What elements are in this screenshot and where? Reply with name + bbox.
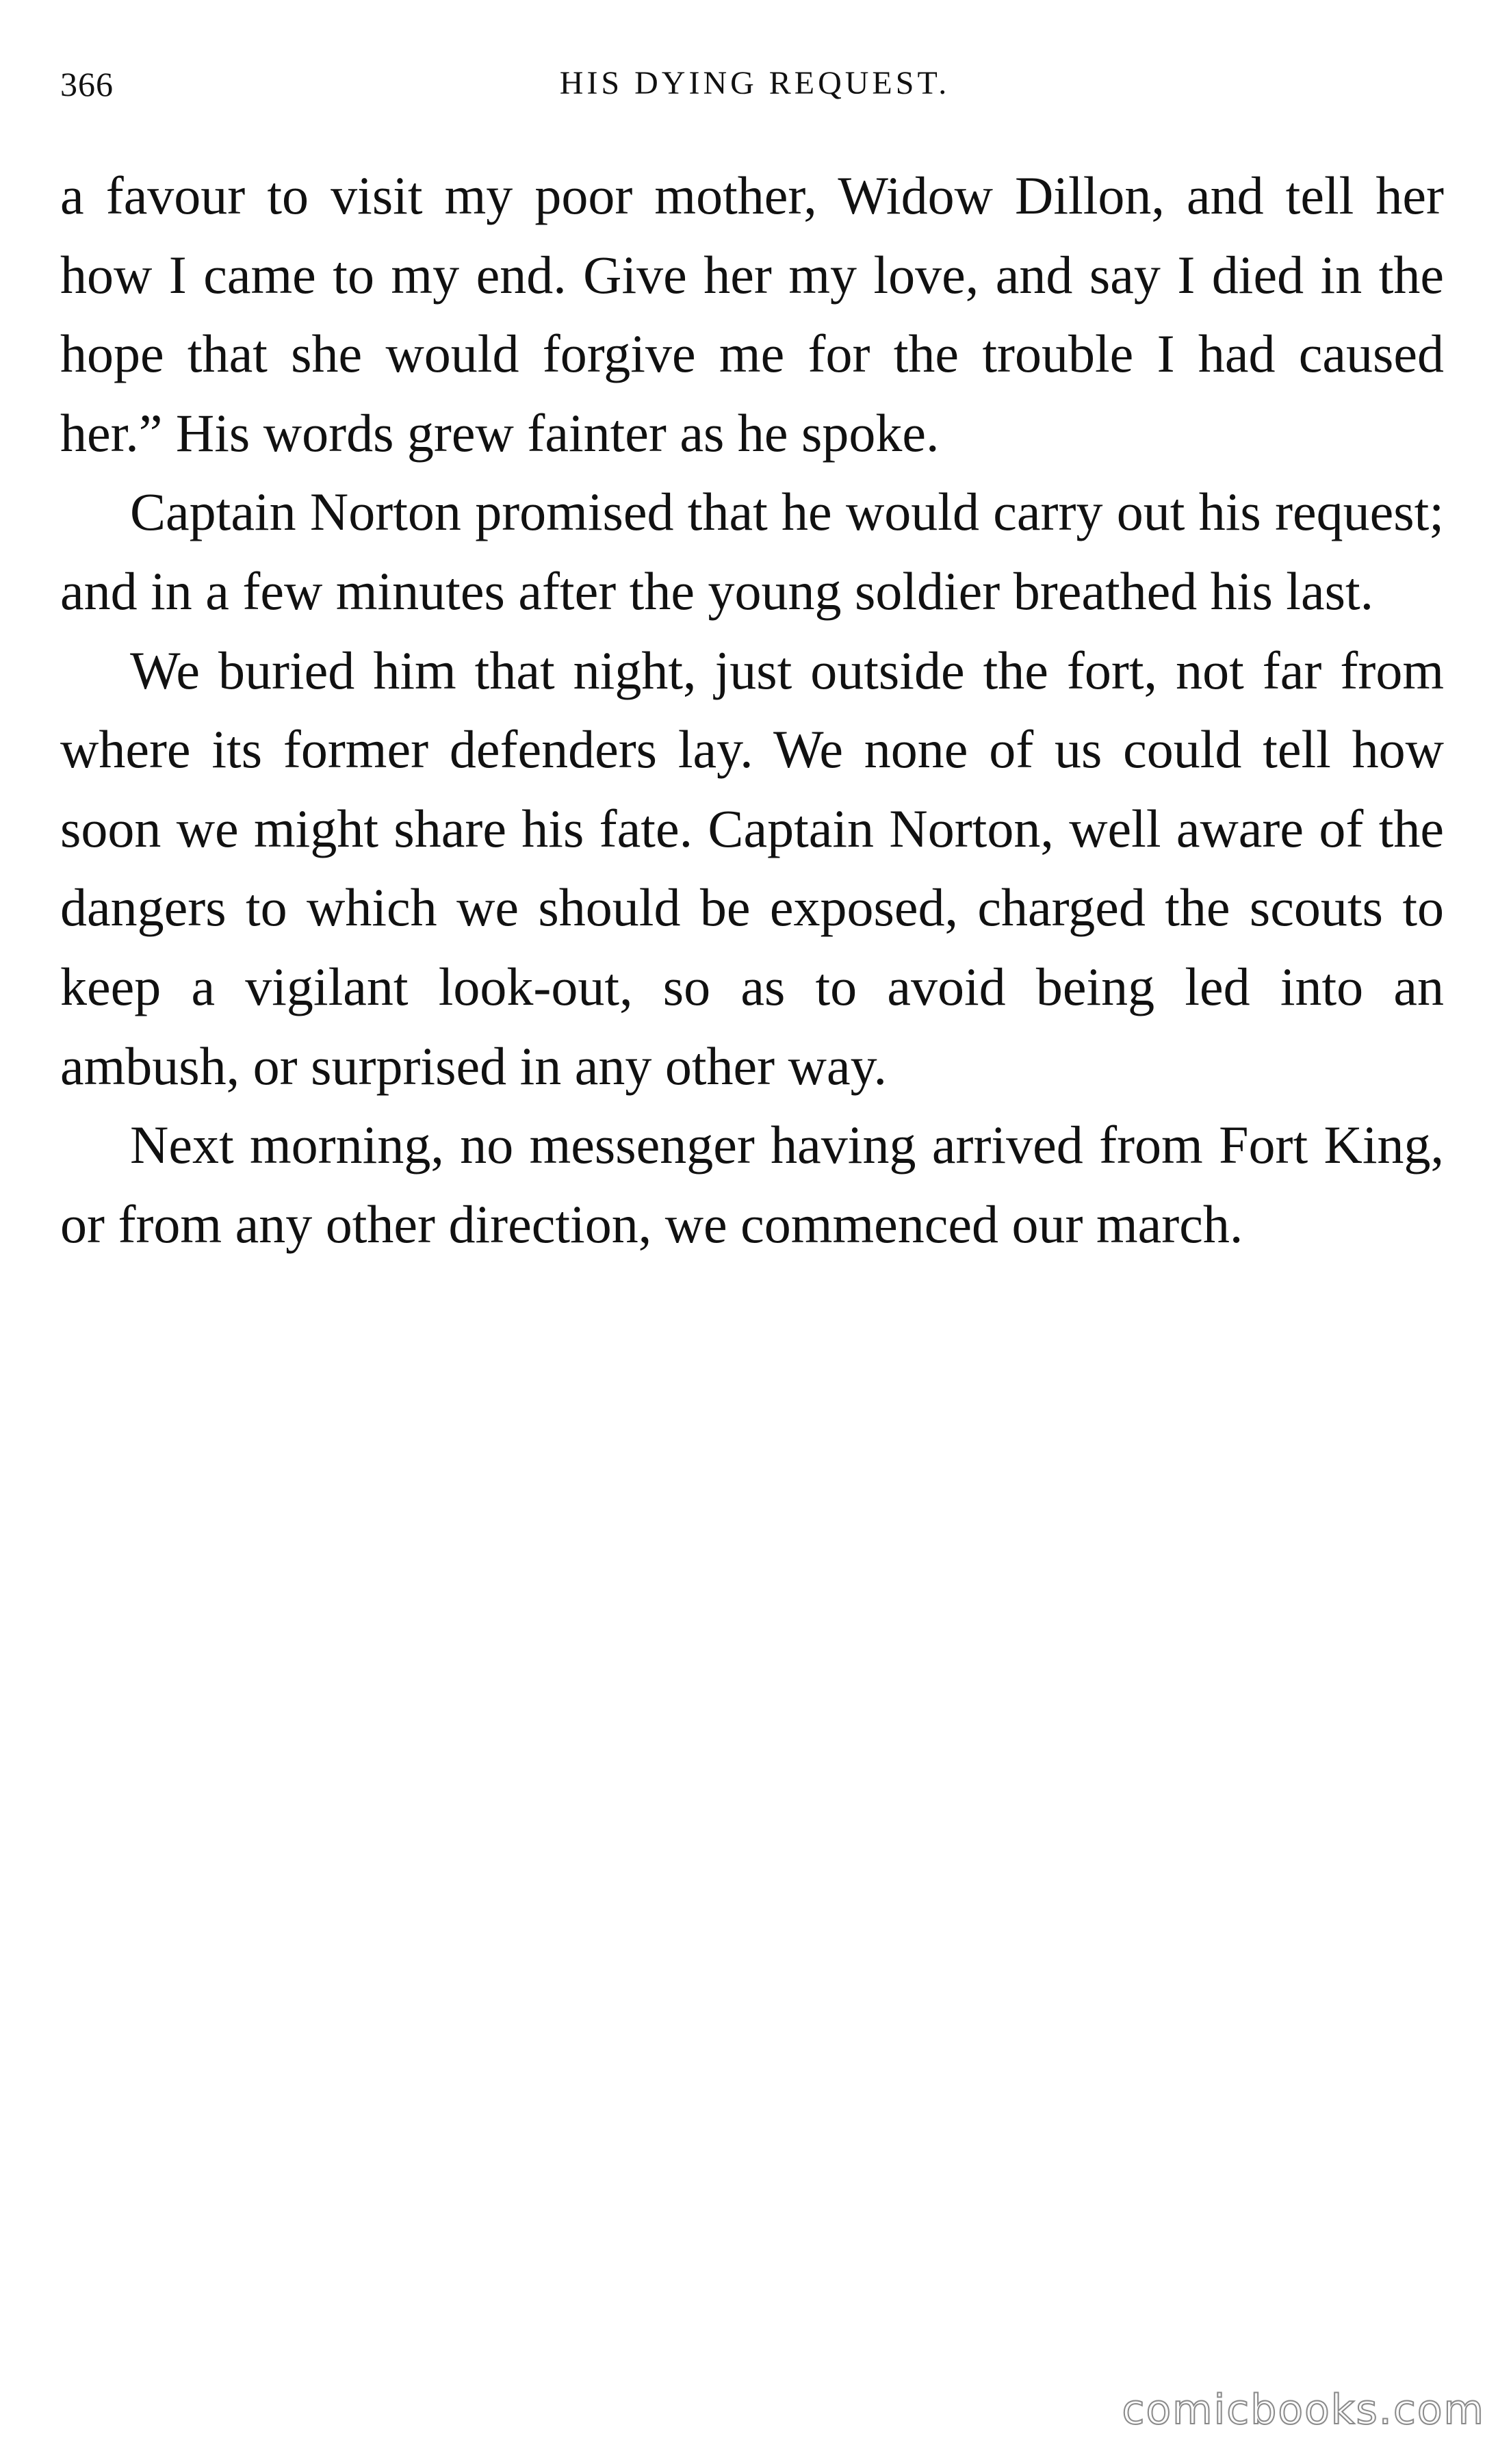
body-text bbox=[60, 156, 1444, 1263]
paragraph: We buried him that night, just outside the fort, not far from where its former defenders lay. We none of us could tell how soon we might share his fate. Captain Norton, well aware of the dangers to which we should be exposed, charged the scouts to keep a vigilant look-out, so as to avoid being led into an ambush, or surprised in any other way. bbox=[60, 640, 1444, 1096]
running-head bbox=[60, 64, 1449, 119]
page-number: 366 bbox=[60, 65, 114, 103]
paragraph: Next morning, no messenger having arrived from Fort King, or from any other direction, we commenced our march. bbox=[60, 1115, 1444, 1254]
watermark-logo: comicbooks.com bbox=[1122, 2386, 1485, 2434]
paragraph-continued: a favour to visit my poor mother, Widow Dillon, and tell her how I came to my end. Give her my love, and say I died in the hope that she would forgive me for the trouble I had caused her.” His words grew fainter as he spoke. bbox=[60, 166, 1444, 463]
paragraph: Captain Norton promised that he would carry out his request; and in a few minutes after the young soldier breathed his last. bbox=[60, 482, 1444, 621]
running-title: HIS DYING REQUEST. bbox=[559, 65, 951, 101]
